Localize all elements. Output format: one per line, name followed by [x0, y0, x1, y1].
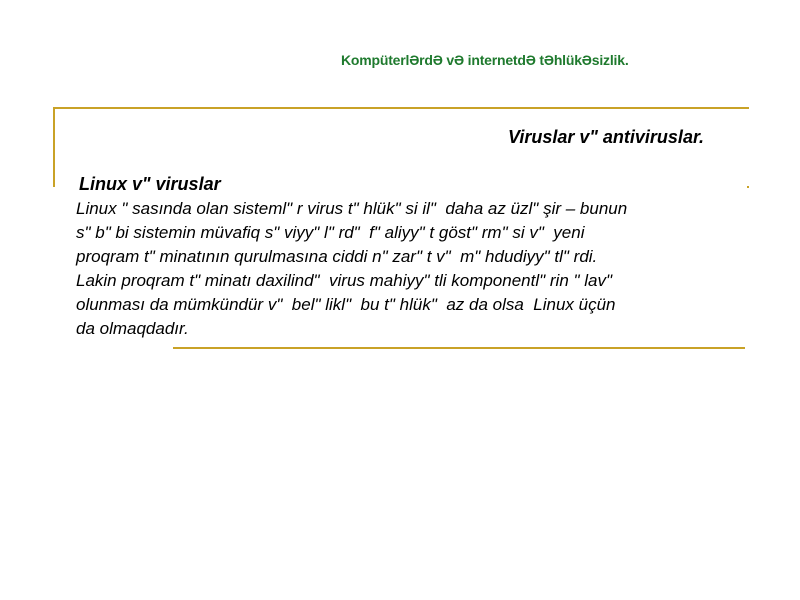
paragraph-line: da olmaqdadır. [76, 319, 189, 338]
paragraph-line: proqram t" minatının qurulmasına ciddi n" zar" t v" m" hdudiyy" tl" rdi. [76, 247, 598, 266]
subsection-title: Linux v" viruslar [79, 174, 221, 194]
bottom-divider [173, 347, 745, 349]
section-title: Viruslar v" antiviruslar. [508, 127, 704, 147]
body-paragraph [76, 197, 736, 341]
page-title: KompüterlƏrdƏ vƏ internetdƏ tƏhlükƏsizlik. [341, 52, 629, 68]
top-divider [53, 107, 749, 109]
paragraph-line: Lakin proqram t" minatı daxilind" virus mahiyy" tli komponentl" rin " lav" [76, 271, 613, 290]
left-divider [53, 107, 55, 187]
paragraph-line: Linux " sasında olan sisteml" r virus t" hlük" si il" daha az üzl" şir – bunun [76, 199, 628, 218]
page-header [0, 52, 800, 76]
divider-mark [747, 186, 749, 188]
paragraph-line: olunması da mümkündür v" bel" likl" bu t" hlük" az da olsa Linux üçün [76, 295, 616, 314]
paragraph-line: s" b" bi sistemin müvafiq s" viyy" l" rd" f" aliyy" t göst" rm" si v" yeni [76, 223, 585, 242]
